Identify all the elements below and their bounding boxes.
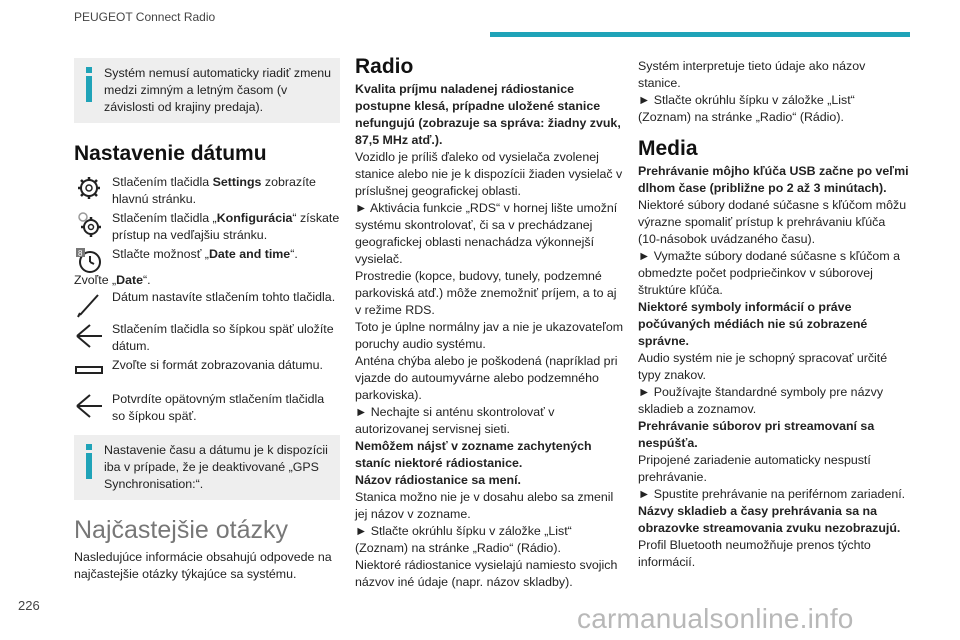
choose-text-pre: Zvoľte „ [74, 273, 117, 287]
radio-answer-2: ► Aktivácia funkcie „RDS“ v hornej lište umožní systému skontrolovať, či sa v prechádzanej geografickej oblasti nenachádza výkonnejší vysielač. [355, 201, 618, 266]
back-arrow-icon [74, 391, 104, 421]
info-box-dst [74, 58, 340, 123]
info-text-dst: Systém nemusí automaticky riadiť zmenu medzi zimným a letným časom (v závislosti od krajiny predaja). [104, 66, 332, 114]
step-config [74, 210, 340, 244]
page-number: 226 [18, 598, 40, 613]
media-answer-1: Niektoré súbory dodané súčasne s kľúčom môžu výrazne spomaliť prístup k prehrávaniu kľúča (10-násobok uvádzaného času). [638, 198, 907, 246]
datetime-text-pre: Stlačte možnosť „ [112, 247, 209, 261]
media-answer-2: ► Vymažte súbory dodané súčasne s kľúčom a obmedzte počet podpriečinkov v súborovej štruktúre kľúča. [638, 249, 900, 297]
step-back [74, 321, 340, 355]
info-box-gps [74, 435, 340, 500]
radio-continued-2: ► Stlačte okrúhlu šípku v záložke „List“ (Zoznam) na stránke „Radio“ (Rádio). [638, 93, 855, 124]
datetime-text-post: “. [290, 247, 298, 261]
faq-heading: Najčastejšie otázky [74, 516, 288, 544]
radio-continued-1: Systém interpretuje tieto údaje ako názov stanice. [638, 59, 866, 90]
header-accent-bar [490, 32, 910, 37]
info-icon [82, 444, 96, 480]
confirm-text: Potvrdíte opätovným stlačením tlačidla so šípkou späť. [112, 392, 325, 423]
settings-text-post: zobrazíte hlavnú stránku. [112, 175, 316, 206]
media-question-2: Niektoré symboly informácií o práve počúvaných médiách nie sú zobrazené správne. [638, 300, 868, 348]
settings-text-pre: Stlačením tlačidla [112, 175, 213, 189]
media-question-3: Prehrávanie súborov pri streamovaní sa nespúšťa. [638, 419, 875, 450]
format-text: Zvoľte si formát zobrazovania dátumu. [112, 358, 323, 372]
pencil-text: Dátum nastavíte stlačením tohto tlačidla. [112, 290, 336, 304]
date-heading: Nastavenie dátumu [74, 142, 267, 165]
column-middle [355, 55, 625, 591]
radio-question-3: Názov rádiostanice sa mení. [355, 473, 521, 487]
datetime-label: Date and time [208, 247, 291, 261]
radio-question-2: Nemôžem nájsť v zozname zachytených staníc niektoré rádiostanice. [355, 439, 592, 470]
step-format [74, 357, 340, 377]
settings-label: Settings [212, 175, 262, 189]
step-settings [74, 174, 340, 208]
faq-intro: Nasledujúce informácie obsahujú odpovede na najčastejšie otázky týkajúce sa systému. [74, 550, 332, 581]
radio-answer-6: ► Nechajte si anténu skontrolovať v autorizovanej servisnej sieti. [355, 405, 555, 436]
radio-answer-3: Prostredie (kopce, budovy, tunely, podzemné parkoviská atď.) môže znemožniť príjem, a to aj v režime RDS. [355, 269, 617, 317]
gear-icon [74, 174, 104, 204]
radio-heading: Radio [355, 55, 414, 78]
radio-answer-7: Stanica možno nie je v dosahu alebo sa zmenil jej názov v zozname. [355, 490, 614, 521]
radio-answer-8: ► Stlačte okrúhlu šípku v záložke „List“ (Zoznam) na stránke „Radio“ (Rádio). [355, 524, 572, 555]
media-answer-3: Audio systém nie je schopný spracovať určité typy znakov. [638, 351, 888, 382]
format-bar-icon [74, 357, 104, 387]
radio-answer-4: Toto je úplne normálny jav a nie je ukazovateľom poruchy audio systému. [355, 320, 624, 351]
choose-text-post: “. [143, 273, 151, 287]
column-left [74, 58, 340, 583]
config-text-pre: Stlačením tlačidla „ [112, 211, 217, 225]
pencil-icon [74, 289, 104, 319]
media-answer-7: Profil Bluetooth neumožňuje prenos týchto informácií. [638, 538, 871, 569]
double-gear-icon [74, 210, 104, 240]
column-right [638, 58, 910, 571]
radio-question-1: Kvalita príjmu naladenej rádiostanice postupne klesá, prípadne uložené stanice nefungujú (zobrazuje sa správa: žiadny zvuk, 87,5 MHz atď.). [355, 82, 621, 147]
radio-answer-9: Niektoré rádiostanice vysielajú namiesto svojich názvov iné údaje (napr. názov skladby). [355, 558, 618, 589]
step-datetime [74, 246, 340, 266]
back-text: Stlačením tlačidla so šípkou späť uložíte dátum. [112, 322, 334, 353]
step-pencil [74, 289, 340, 309]
back-arrow-icon [74, 321, 104, 351]
config-label: Konfigurácia [216, 211, 293, 225]
radio-answer-5: Anténa chýba alebo je poškodená (napríklad pri vjazde do autoumyvárne alebo podzemného parkoviska). [355, 354, 618, 402]
media-question-4: Názvy skladieb a časy prehrávania sa na obrazovke streamovania zvuku nezobrazujú. [638, 504, 901, 535]
running-header: PEUGEOT Connect Radio [74, 10, 216, 24]
radio-answer-1: Vozidlo je príliš ďaleko od vysielača zvolenej stanice alebo nie je k dispozícii žiaden vysielač v príslušnej geografickej oblasti. [355, 150, 623, 198]
choose-label: Date [116, 273, 144, 287]
watermark: carmanualsonline.info [577, 603, 854, 634]
media-answer-5: Pripojené zariadenie automaticky nespustí prehrávanie. [638, 453, 871, 484]
info-icon [82, 67, 96, 103]
config-text-post: “ získate prístup na vedľajšiu stránku. [112, 211, 340, 242]
media-answer-6: ► Spustite prehrávanie na periférnom zariadení. [638, 487, 906, 501]
svg-text:8: 8 [78, 249, 83, 258]
media-heading: Media [638, 137, 698, 160]
clock-icon [74, 246, 104, 276]
info-text-gps: Nastavenie času a dátumu je k dispozícii iba v prípade, že je deaktivované „GPS Synchronisation:“. [104, 443, 328, 491]
media-answer-4: ► Používajte štandardné symboly pre názvy skladieb a zoznamov. [638, 385, 884, 416]
choose-date [74, 272, 340, 289]
media-question-1: Prehrávanie môjho kľúča USB začne po veľmi dlhom čase (približne po 2 až 3 minútach). [638, 164, 909, 195]
step-confirm [74, 391, 340, 425]
